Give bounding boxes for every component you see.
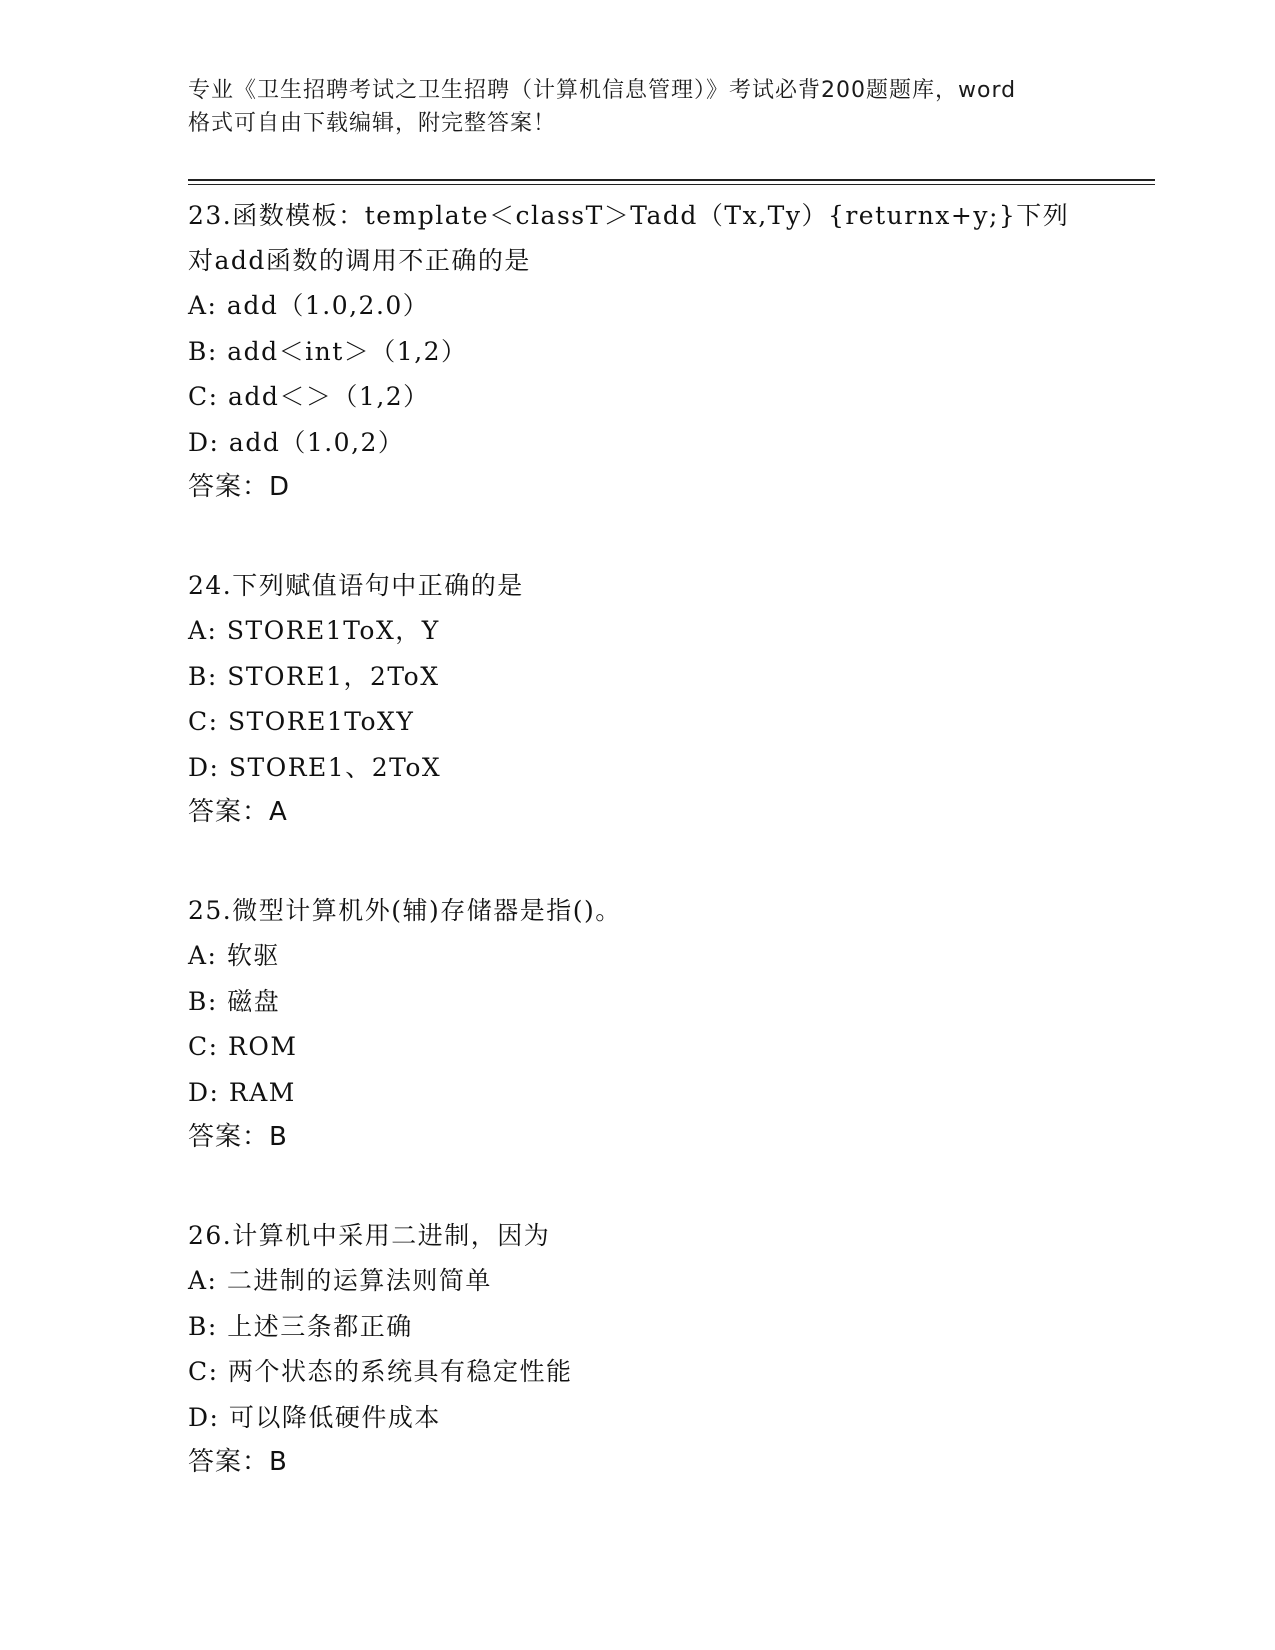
option-c: C: 两个状态的系统具有稳定性能 — [188, 1357, 573, 1386]
question-24 — [188, 563, 1088, 835]
question-list — [188, 193, 1088, 1538]
option-d: D: 可以降低硬件成本 — [188, 1402, 441, 1432]
option-c: C: STORE1ToXY — [188, 707, 415, 736]
question-stem: 25.微型计算机外(辅)存储器是指()。 — [188, 896, 622, 925]
header-line-1: 专业《卫生招聘考试之卫生招聘（计算机信息管理）》考试必背200题题库，word — [188, 78, 1017, 103]
header-divider-thin — [188, 184, 1155, 185]
option-c: C: add＜＞（1,2） — [188, 382, 430, 411]
answer: 答案：D — [188, 472, 291, 502]
option-b: B: STORE1，2ToX — [188, 661, 440, 691]
header-line-2: 格式可自由下载编辑，附完整答案！ — [188, 111, 557, 136]
question-25 — [188, 888, 1088, 1160]
question-stem: 24.下列赋值语句中正确的是 — [188, 571, 524, 600]
option-a: A: add（1.0,2.0） — [188, 291, 430, 320]
question-stem: 26.计算机中采用二进制，因为 — [188, 1221, 551, 1250]
option-c: C: ROM — [188, 1032, 298, 1061]
option-b: B: add＜int＞（1,2） — [188, 336, 468, 366]
option-d: D: STORE1、2ToX — [188, 752, 442, 782]
question-stem-continued: 对add函数的调用不正确的是 — [188, 246, 531, 275]
answer: 答案：A — [188, 797, 288, 827]
question-stem: 23.函数模板：template＜classT＞Tadd（Tx,Ty）{returnx+y;}下列 — [188, 201, 1070, 230]
answer: 答案：B — [188, 1122, 288, 1152]
answer: 答案：B — [188, 1447, 288, 1477]
question-26 — [188, 1213, 1088, 1485]
option-d: D: RAM — [188, 1077, 296, 1107]
option-a: A: STORE1ToX，Y — [188, 616, 440, 645]
option-b: B: 磁盘 — [188, 986, 281, 1016]
question-23 — [188, 193, 1088, 510]
option-d: D: add（1.0,2） — [188, 427, 405, 457]
option-b: B: 上述三条都正确 — [188, 1311, 413, 1341]
document-header — [188, 74, 1088, 140]
header-divider-thick — [188, 179, 1155, 181]
option-a: A: 二进制的运算法则简单 — [188, 1266, 492, 1295]
option-a: A: 软驱 — [188, 941, 280, 970]
